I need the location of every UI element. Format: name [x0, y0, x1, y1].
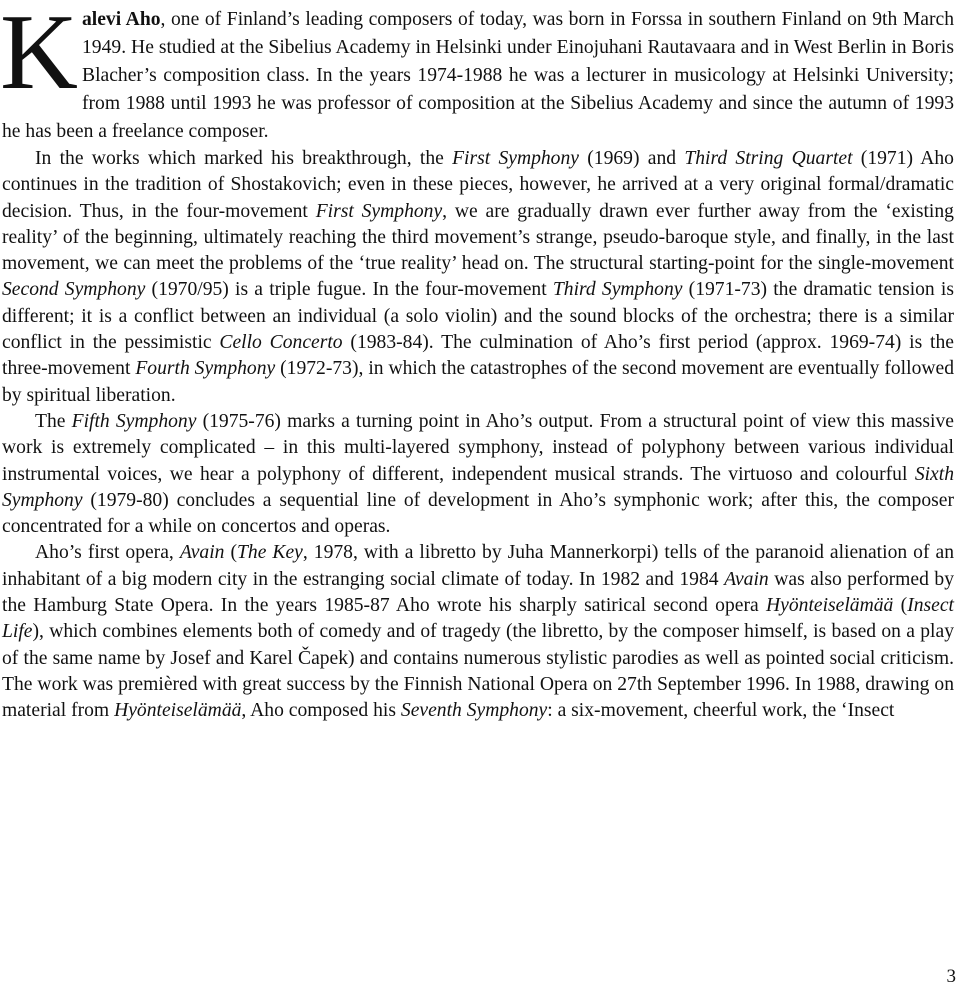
text-run: The [35, 410, 72, 432]
paragraph-3-text [2, 411, 954, 537]
paragraph-1-text [0, 0, 955, 142]
text-run: In the works which marked his breakthrough, the [35, 148, 453, 169]
text-run: (1971) Aho continues in the tradition of Shostakovich; even in these pieces, however, he arrived at a very original formal/dramatic decision. Thus, in the four-movement [2, 148, 954, 222]
italic-title-run: Third String Quartet [684, 148, 853, 169]
text-run: (1975-76) marks a turning point in Aho’s output. From a structural point of view this massive work is extremely complicated – in this multi-layered symphony, instead of polyphony between various individual instrumental voices, we hear a polyphony of different, independent musical strands. The virtuoso and colourful [2, 410, 954, 485]
text-run: , one of Finland’s leading composers of today, was born in Forssa in southern Finland on 9th March 1949. He studied at the Sibelius Academy in Helsinki under Einojuhani Rautavaara and in West Berlin in Boris Blacher’s composition class. In the years 1974-1988 he was a lecturer in musicology at Helsinki University; from 1988 until 1993 he was professor of composition at the Sibelius Academy and since the autumn of 1993 he has been a freelance composer. [2, 9, 955, 142]
italic-title-run: The Key [237, 542, 303, 564]
italic-title-run: Avain [724, 568, 769, 590]
paragraph-2-text [2, 148, 954, 406]
italic-title-run: First Symphony [315, 200, 443, 222]
text-run: (1979-80) concludes a sequential line of development in Aho’s symphonic work; after this, the composer concentrated for a while on concertos and operas. [2, 489, 954, 538]
text-run: , 1978, with a libretto by Juha Mannerkorpi) tells of the paranoid alienation of an inhabitant of a big modern city in the estranging social climate of today. In 1982 and 1984 [2, 542, 954, 590]
text-run: was also performed by the Hamburg State Opera. In the years 1985-87 Aho wrote his sharply satirical second opera [2, 568, 955, 617]
drop-cap: K [0, 0, 78, 112]
bold-run: alevi Aho [82, 9, 161, 30]
paragraph-3 [2, 409, 954, 540]
italic-title-run: Cello Concerto [219, 332, 343, 354]
text-run: (1970/95) is a triple fugue. In the four-movement [145, 279, 553, 301]
text-run: , we are gradually drawn ever further away from the ‘existing reality’ of the beginning, ultimately reaching the third movement’s strange, pseudo-baroque style, and finally, in the last movement, we can meet the problems of the ‘true reality’ head on. The structural starting-point for the single-movement [2, 200, 954, 275]
italic-title-run: Insect Life [2, 595, 954, 643]
italic-title-run: Second Symphony [2, 279, 146, 301]
text-run: (1971-73) the dramatic tension is different; it is a conflict between an individual (a solo violin) and the sound blocks of the orchestra; there is a similar conflict in the pessimistic [2, 279, 955, 354]
italic-title-run: Hyönteiselämää [114, 700, 242, 722]
italic-title-run: Avain [179, 542, 225, 564]
paragraph-1 [0, 0, 955, 146]
paragraph-4-text [2, 542, 954, 721]
italic-title-run: Fifth Symphony [71, 410, 197, 432]
page-number: 3 [946, 966, 956, 987]
italic-title-run: Hyönteiselämää [766, 595, 894, 617]
italic-title-run: First Symphony [452, 148, 579, 169]
text-run: ( [224, 542, 237, 564]
text-run: , Aho composed his [241, 700, 401, 722]
paragraph-2 [2, 146, 954, 409]
text-run: (1972-73), in which the catastrophes of the second movement are eventually followed by spiritual liberation. [2, 358, 955, 406]
text-run: (1969) and [578, 148, 685, 169]
text-run: (1983-84). The culmination of Aho’s first period (approx. 1969-74) is the three-movement [2, 332, 954, 380]
italic-title-run: Sixth Symphony [2, 463, 954, 511]
italic-title-run: Fourth Symphony [135, 358, 276, 380]
text-run: ( [893, 595, 908, 617]
text-run: Aho’s first opera, [35, 542, 180, 564]
text-run: ), which combines elements both of comedy and of tragedy (the libretto, by the composer himself, is based on a play of the same name by Josef and Karel Čapek) and contains numerous stylistic parodies as well as pointed social criticism. The work was premièred with great success by the Finnish National Opera on 27th September 1996. In 1988, drawing on material from [2, 621, 954, 722]
paragraph-4 [2, 540, 954, 724]
italic-title-run: Third Symphony [552, 279, 683, 301]
italic-title-run: Seventh Symphony [400, 700, 548, 722]
text-run: : a six-movement, cheerful work, the ‘Insect [547, 700, 895, 722]
